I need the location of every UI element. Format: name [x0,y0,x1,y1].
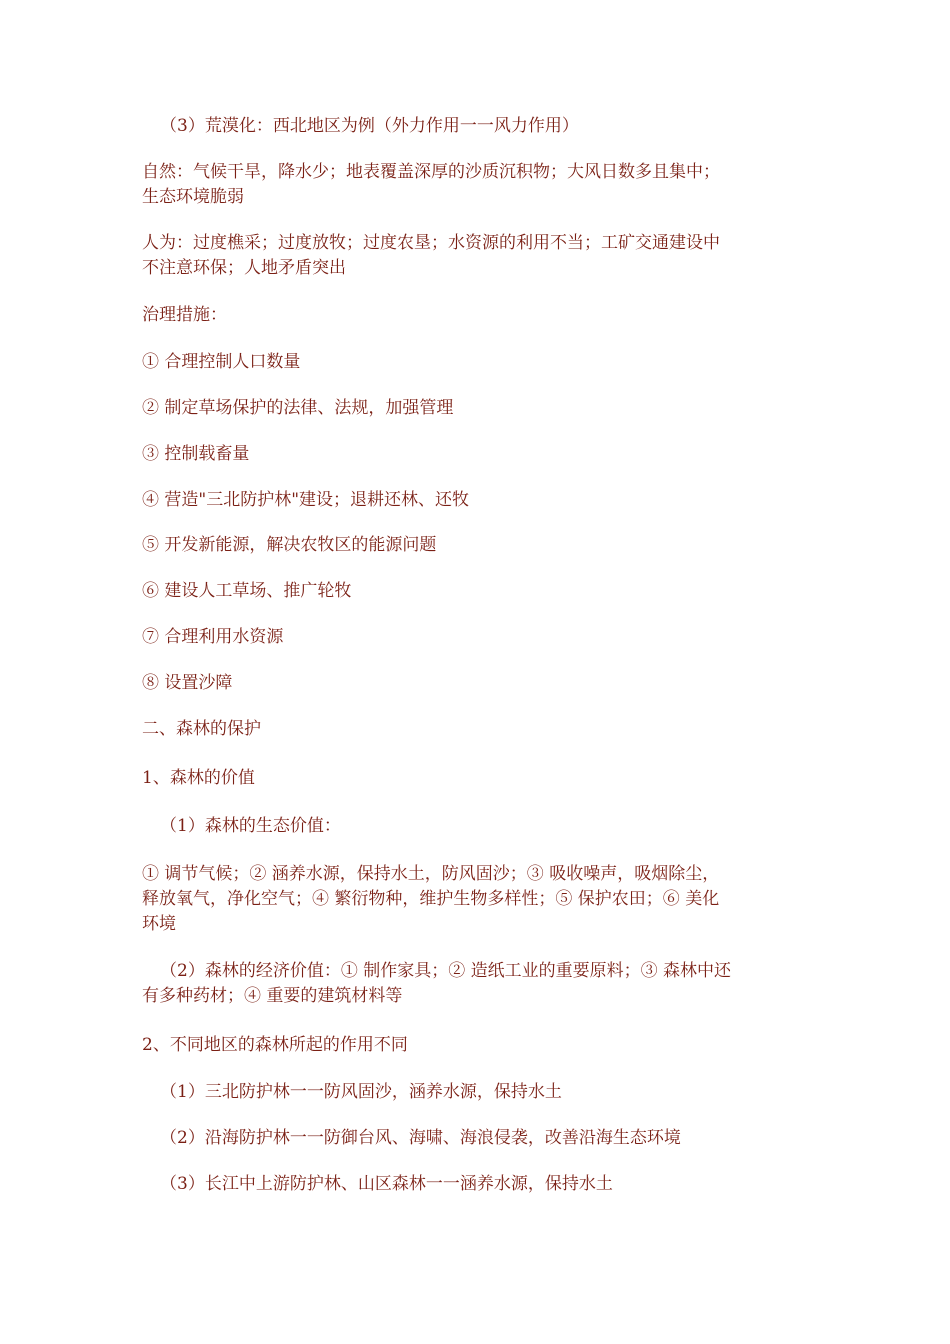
eco-value-title: （1）森林的生态价值： [160,816,341,836]
eco-value-line-1: ① 调节气候；② 涵养水源，保持水土，防风固沙；③ 吸收噪声，吸烟除尘， [142,864,720,884]
role-item-3: （3）长江中上游防护林、山区森林一一涵养水源，保持水土 [160,1174,613,1194]
measure-item-2: ② 制定草场保护的法律、法规，加强管理 [142,398,454,418]
measure-item-6: ⑥ 建设人工草场、推广轮牧 [142,581,352,601]
natural-causes-line-2: 生态环境脆弱 [142,187,244,207]
role-item-2: （2）沿海防护林一一防御台风、海啸、海浪侵袭，改善沿海生态环境 [160,1128,681,1148]
subheading-forest-value: 1、森林的价值 [142,768,255,788]
measures-title: 治理措施： [142,305,227,325]
desertification-heading: （3）荒漠化：西北地区为例（外力作用一一风力作用） [160,116,579,136]
measure-item-3: ③ 控制载畜量 [142,444,250,464]
measure-item-1: ① 合理控制人口数量 [142,352,301,372]
measure-item-5: ⑤ 开发新能源，解决农牧区的能源问题 [142,535,437,555]
measure-item-8: ⑧ 设置沙障 [142,673,233,693]
natural-causes-line-1: 自然：气候干旱，降水少；地表覆盖深厚的沙质沉积物；大风日数多且集中； [142,162,720,182]
role-item-1: （1）三北防护林一一防风固沙，涵养水源，保持水土 [160,1082,562,1102]
measure-item-7: ⑦ 合理利用水资源 [142,627,284,647]
measure-item-4: ④ 营造"三北防护林"建设；退耕还林、还牧 [142,490,470,510]
econ-value-line-2: 有多种药材；④ 重要的建筑材料等 [142,986,403,1006]
subheading-regional-roles: 2、不同地区的森林所起的作用不同 [142,1035,408,1055]
eco-value-line-3: 环境 [142,914,176,934]
human-causes-line-1: 人为：过度樵采；过度放牧；过度农垦；水资源的利用不当；工矿交通建设中 [142,233,720,253]
eco-value-line-2: 释放氧气，净化空气；④ 繁衍物种，维护生物多样性；⑤ 保护农田；⑥ 美化 [142,889,720,909]
section-heading-forest: 二、森林的保护 [142,719,261,739]
econ-value-line-1: （2）森林的经济价值：① 制作家具；② 造纸工业的重要原料；③ 森林中还 [160,961,732,981]
human-causes-line-2: 不注意环保；人地矛盾突出 [142,258,346,278]
